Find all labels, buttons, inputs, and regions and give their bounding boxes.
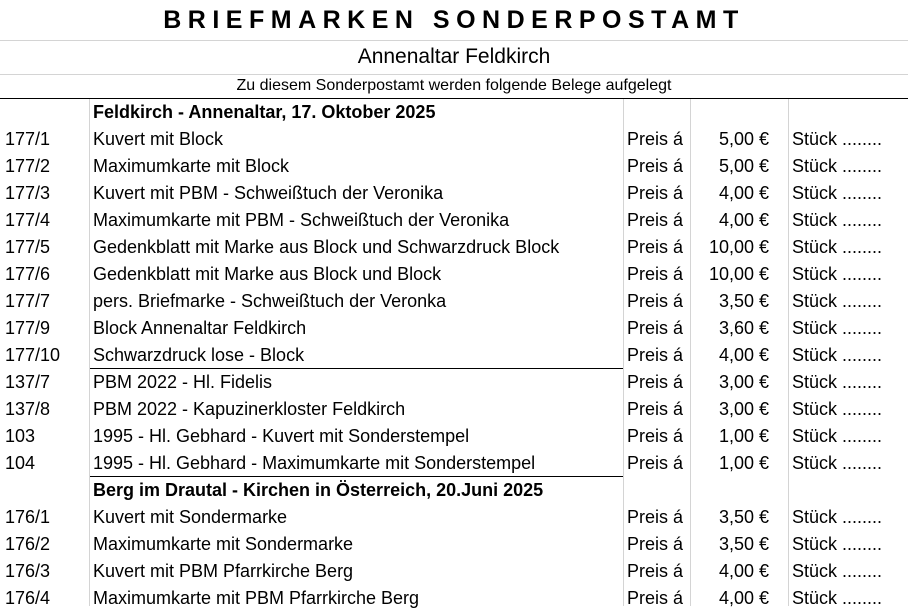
price-label: Preis á [627,345,684,365]
item-description: Maximumkarte mit Block [93,156,290,176]
quantity-field[interactable]: Stück ........ [792,183,883,203]
item-price: 5,00 € [718,129,769,149]
item-description: Gedenkblatt mit Marke aus Block und Schwarzdruck Block [93,237,560,257]
item-description: 1995 - Hl. Gebhard - Maximumkarte mit Sonderstempel [93,453,536,473]
item-price: 3,50 € [718,291,769,311]
quantity-field[interactable]: Stück ........ [792,426,883,446]
item-price: 10,00 € [708,237,769,257]
table-row [0,342,908,369]
price-label: Preis á [627,237,684,257]
table-row [0,180,908,207]
quantity-field[interactable]: Stück ........ [792,345,883,365]
table-row [0,450,908,477]
table-row [0,423,908,450]
price-label: Preis á [627,399,684,419]
section-heading: Berg im Drautal - Kirchen in Österreich, 20.Juni 2025 [93,480,544,500]
sheet-rows [0,99,908,612]
quantity-field[interactable]: Stück ........ [792,210,883,230]
table-row [0,261,908,288]
item-code: 177/4 [5,210,51,230]
table-row [0,315,908,342]
item-description: PBM 2022 - Hl. Fidelis [93,372,273,392]
item-description: Schwarzdruck lose - Block [93,345,305,365]
price-label: Preis á [627,507,684,527]
item-price: 3,50 € [718,507,769,527]
item-price: 5,00 € [718,156,769,176]
item-description: Maximumkarte mit PBM Pfarrkirche Berg [93,588,420,608]
price-label: Preis á [627,588,684,608]
quantity-field[interactable]: Stück ........ [792,372,883,392]
table-row [0,234,908,261]
quantity-field[interactable]: Stück ........ [792,588,883,608]
item-price: 4,00 € [718,210,769,230]
price-label: Preis á [627,453,684,473]
item-code: 177/5 [5,237,51,257]
item-code: 177/7 [5,291,51,311]
quantity-field[interactable]: Stück ........ [792,453,883,473]
item-price: 10,00 € [708,264,769,284]
price-label: Preis á [627,318,684,338]
item-price: 1,00 € [718,426,769,446]
sheet-title: BRIEFMARKEN SONDERPOSTAMT [163,5,745,34]
table-row [0,504,908,531]
item-code: 137/8 [5,399,51,419]
item-code: 177/3 [5,183,51,203]
quantity-field[interactable]: Stück ........ [792,399,883,419]
item-description: Maximumkarte mit Sondermarke [93,534,354,554]
quantity-field[interactable]: Stück ........ [792,561,883,581]
item-description: Kuvert mit PBM Pfarrkirche Berg [93,561,354,581]
price-label: Preis á [627,372,684,392]
quantity-field[interactable]: Stück ........ [792,129,883,149]
gridline [0,40,908,41]
item-description: Gedenkblatt mit Marke aus Block und Block [93,264,442,284]
price-label: Preis á [627,210,684,230]
table-row [0,585,908,612]
item-code: 137/7 [5,372,51,392]
item-price: 3,00 € [718,372,769,392]
item-description: Maximumkarte mit PBM - Schweißtuch der Veronika [93,210,510,230]
item-description: Block Annenaltar Feldkirch [93,318,307,338]
price-label: Preis á [627,534,684,554]
table-row [0,207,908,234]
item-price: 4,00 € [718,345,769,365]
price-label: Preis á [627,426,684,446]
item-description: Kuvert mit Sondermarke [93,507,288,527]
item-code: 176/4 [5,588,51,608]
table-row [0,558,908,585]
item-code: 104 [5,453,36,473]
price-label: Preis á [627,561,684,581]
price-label: Preis á [627,291,684,311]
item-price: 4,00 € [718,183,769,203]
section-heading: Feldkirch - Annenaltar, 17. Oktober 2025 [93,102,436,122]
item-price: 3,00 € [718,399,769,419]
item-code: 176/1 [5,507,51,527]
item-code: 177/9 [5,318,51,338]
sheet-subtitle: Annenaltar Feldkirch [357,45,551,68]
table-row [0,531,908,558]
quantity-field[interactable]: Stück ........ [792,534,883,554]
item-price: 3,60 € [718,318,769,338]
quantity-field[interactable]: Stück ........ [792,291,883,311]
item-code: 176/2 [5,534,51,554]
sheet-note: Zu diesem Sonderpostamt werden folgende Belege aufgelegt [236,77,672,94]
price-label: Preis á [627,129,684,149]
item-price: 3,50 € [718,534,769,554]
item-description: PBM 2022 - Kapuzinerkloster Feldkirch [93,399,406,419]
item-price: 1,00 € [718,453,769,473]
quantity-field[interactable]: Stück ........ [792,318,883,338]
item-code: 177/6 [5,264,51,284]
item-description: Kuvert mit PBM - Schweißtuch der Veronika [93,183,444,203]
section-heading-row [0,477,908,504]
price-label: Preis á [627,264,684,284]
gridline [0,74,908,75]
price-label: Preis á [627,156,684,176]
item-code: 177/2 [5,156,51,176]
item-description: 1995 - Hl. Gebhard - Kuvert mit Sonderstempel [93,426,470,446]
item-price: 4,00 € [718,561,769,581]
quantity-field[interactable]: Stück ........ [792,507,883,527]
item-price: 4,00 € [718,588,769,608]
section-heading-row [0,99,908,126]
quantity-field[interactable]: Stück ........ [792,237,883,257]
item-description: Kuvert mit Block [93,129,224,149]
table-row [0,153,908,180]
quantity-field[interactable]: Stück ........ [792,156,883,176]
table-row [0,396,908,423]
table-row [0,288,908,315]
quantity-field[interactable]: Stück ........ [792,264,883,284]
item-description: pers. Briefmarke - Schweißtuch der Veronka [93,291,447,311]
item-code: 103 [5,426,36,446]
table-row [0,369,908,396]
price-label: Preis á [627,183,684,203]
item-code: 176/3 [5,561,51,581]
table-row [0,126,908,153]
item-code: 177/1 [5,129,51,149]
item-code: 177/10 [5,345,61,365]
